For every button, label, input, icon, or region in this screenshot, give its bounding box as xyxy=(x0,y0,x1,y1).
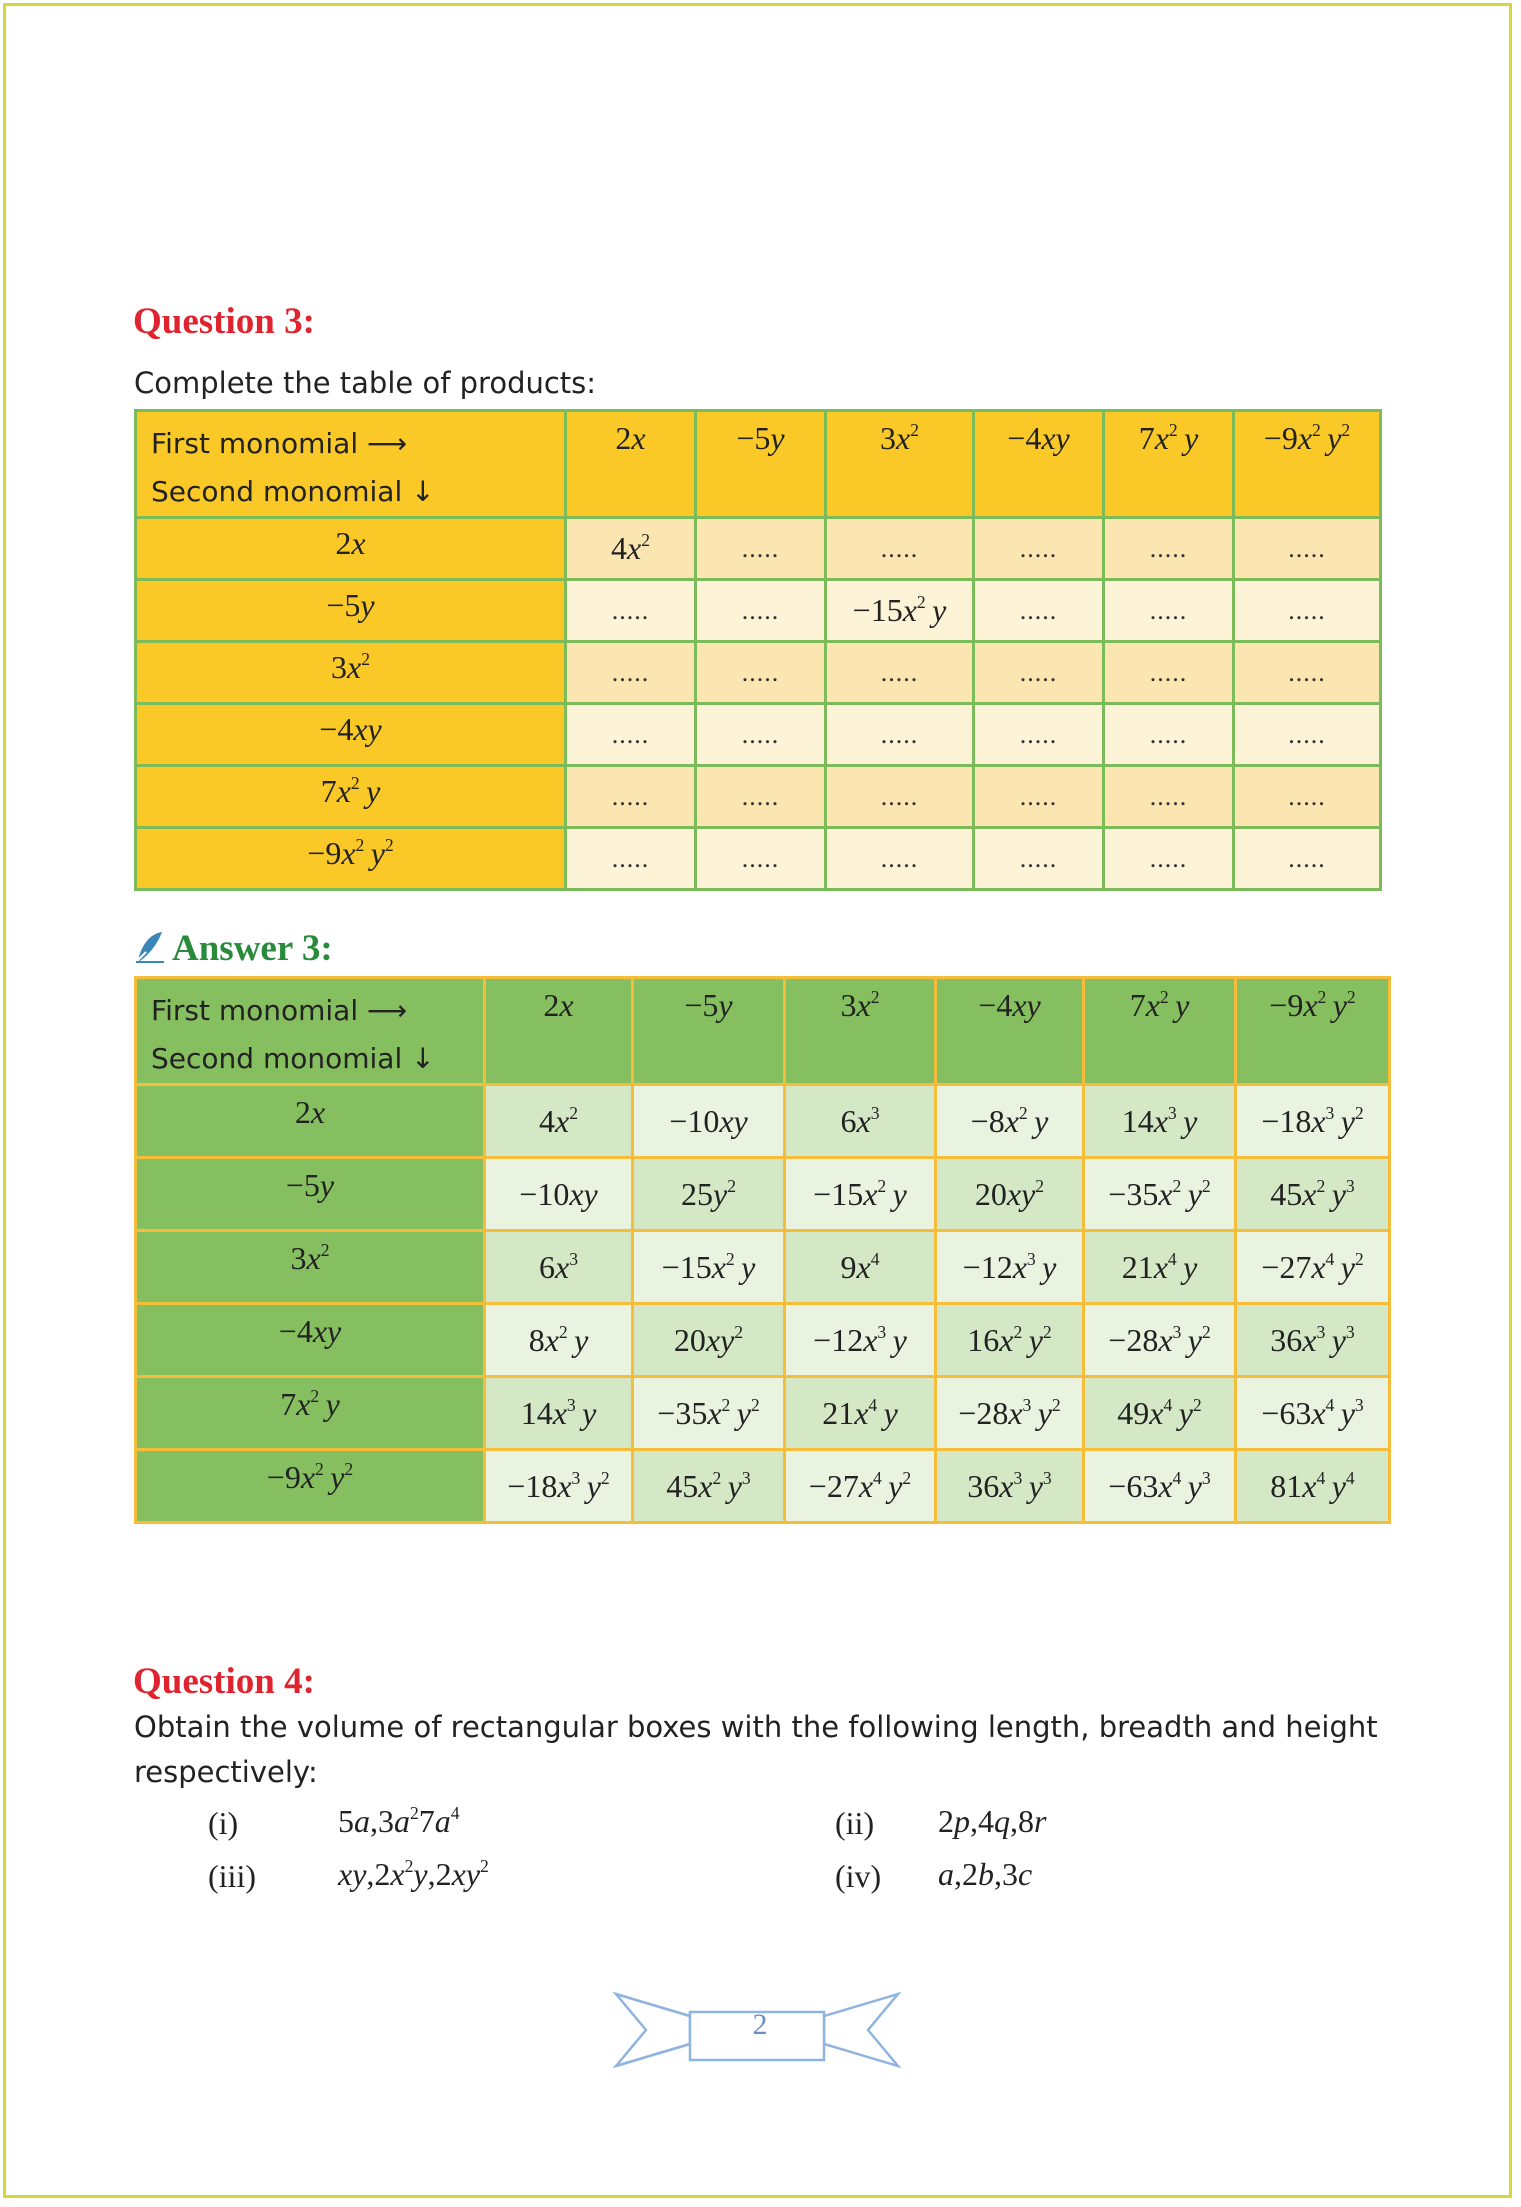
table-cell xyxy=(936,1450,1084,1523)
table-cell xyxy=(566,828,696,890)
item-label: (ii) xyxy=(835,1805,875,1841)
monomial: $3x^2$ xyxy=(290,1239,330,1276)
table-cell xyxy=(696,580,826,642)
right-arrow-icon: ⟶ xyxy=(367,994,408,1027)
column-header xyxy=(936,978,1084,1085)
table-cell xyxy=(974,704,1104,766)
monomial: $45x^2$ $y^3$ xyxy=(1270,1175,1355,1212)
question-4-item xyxy=(835,1858,881,1895)
monomial: $-28x^3$ $y^2$ xyxy=(1108,1321,1211,1358)
monomial: $-15x^2$ y xyxy=(813,1175,907,1212)
row-header xyxy=(136,1450,485,1523)
monomial: $3x^2$ xyxy=(840,986,880,1023)
monomial: −5y xyxy=(684,987,733,1023)
monomial: 2x xyxy=(335,525,366,561)
monomial: $-12x^3$ y xyxy=(813,1321,907,1358)
row-header xyxy=(136,766,566,828)
row-header xyxy=(136,1231,485,1304)
blank-placeholder: ..... xyxy=(611,719,650,749)
table-cell xyxy=(696,642,826,704)
table-cell xyxy=(974,828,1104,890)
monomial: $45x^2$ $y^3$ xyxy=(666,1467,751,1504)
first-monomial-label: First monomial xyxy=(151,427,359,460)
monomial: −4xy xyxy=(978,987,1041,1023)
row-header xyxy=(136,704,566,766)
table-cell xyxy=(1104,828,1234,890)
table-row xyxy=(136,518,1381,580)
column-header xyxy=(826,411,974,518)
monomial: $-15x^2$ y xyxy=(852,591,947,628)
table-cell xyxy=(1234,642,1381,704)
monomial: −4xy xyxy=(319,711,382,747)
table-cell xyxy=(566,766,696,828)
question-4-text-line-1: Obtain the volume of rectangular boxes with the following length, breadth and height xyxy=(134,1710,1378,1744)
monomial: $4x^2$ xyxy=(539,1102,578,1139)
table-cell xyxy=(1104,766,1234,828)
table-cell xyxy=(485,1304,633,1377)
monomial: $-8x^2$ y xyxy=(970,1102,1049,1139)
table-cell xyxy=(566,580,696,642)
down-arrow-icon: ↓ xyxy=(411,1042,435,1075)
table-cell xyxy=(1084,1377,1236,1450)
table-cell xyxy=(826,828,974,890)
row-header xyxy=(136,828,566,890)
row-header xyxy=(136,1158,485,1231)
monomial: $3x^2$ xyxy=(880,419,919,456)
table-cell xyxy=(485,1377,633,1450)
monomial: $25y^2$ xyxy=(681,1175,736,1212)
monomial: $-28x^3$ $y^2$ xyxy=(958,1394,1061,1431)
table-cell xyxy=(936,1304,1084,1377)
table-cell xyxy=(696,766,826,828)
monomial: $21x^4$ y xyxy=(822,1394,898,1431)
blank-placeholder: ..... xyxy=(1149,843,1188,873)
pen-nib-icon xyxy=(134,930,166,964)
question-3-title: Question 3: xyxy=(133,301,315,342)
table-cell xyxy=(1084,1450,1236,1523)
monomial: $-12x^3$ y xyxy=(962,1248,1057,1285)
blank-placeholder: ..... xyxy=(1019,843,1058,873)
down-arrow-icon: ↓ xyxy=(411,475,435,508)
monomial: $-27x^4$ $y^2$ xyxy=(808,1467,912,1504)
answer-3-products-table xyxy=(134,976,1391,1524)
monomial: 2x xyxy=(615,420,646,456)
table-row xyxy=(136,580,1381,642)
table-cell xyxy=(826,766,974,828)
table-cell xyxy=(826,642,974,704)
blank-placeholder: ..... xyxy=(741,719,780,749)
row-header xyxy=(136,642,566,704)
table-cell xyxy=(1084,1304,1236,1377)
column-header xyxy=(1236,978,1390,1085)
blank-placeholder: ..... xyxy=(1019,657,1058,687)
table-cell xyxy=(936,1158,1084,1231)
table-cell xyxy=(785,1377,936,1450)
table-cell xyxy=(1234,704,1381,766)
monomial: −5y xyxy=(285,1167,335,1203)
item-expression: $5a,3a^27a^4$ xyxy=(338,1802,460,1839)
blank-placeholder: ..... xyxy=(741,595,780,625)
monomial: $14x^3$ y xyxy=(1121,1102,1198,1139)
monomial: $-27x^4$ $y^2$ xyxy=(1261,1248,1364,1285)
blank-placeholder: ..... xyxy=(741,781,780,811)
table-row xyxy=(136,828,1381,890)
table-cell xyxy=(785,1158,936,1231)
column-header xyxy=(566,411,696,518)
table-cell xyxy=(633,1377,785,1450)
table-cell xyxy=(633,1158,785,1231)
table-row xyxy=(136,1377,1390,1450)
item-label: (iv) xyxy=(835,1858,882,1894)
table-header-row xyxy=(136,411,1381,518)
table-cell xyxy=(1104,704,1234,766)
table-cell xyxy=(1236,1085,1390,1158)
monomial: $20xy^2$ xyxy=(673,1321,744,1358)
table-cell xyxy=(1104,642,1234,704)
table-cell xyxy=(826,704,974,766)
table-cell xyxy=(974,766,1104,828)
table-row xyxy=(136,1085,1390,1158)
blank-placeholder: ..... xyxy=(1288,719,1326,749)
blank-placeholder: ..... xyxy=(1288,843,1326,873)
monomial: 2x xyxy=(294,1094,326,1130)
answer-3-title: Answer 3: xyxy=(172,928,333,969)
monomial: $6x^3$ xyxy=(539,1248,578,1285)
column-header xyxy=(1084,978,1236,1085)
table-row xyxy=(136,1304,1390,1377)
row-header xyxy=(136,1377,485,1450)
monomial: $16x^2$ $y^2$ xyxy=(967,1321,1052,1358)
item-expression: 2p,4q,8r xyxy=(938,1803,1047,1839)
blank-placeholder: ..... xyxy=(1288,657,1326,687)
column-header xyxy=(785,978,936,1085)
monomial: −5y xyxy=(736,420,785,456)
blank-placeholder: ..... xyxy=(1149,533,1188,563)
blank-placeholder: ..... xyxy=(880,843,919,873)
blank-placeholder: ..... xyxy=(741,843,780,873)
table-cell xyxy=(1084,1085,1236,1158)
table-cell xyxy=(785,1450,936,1523)
table-cell xyxy=(1236,1231,1390,1304)
blank-placeholder: ..... xyxy=(611,657,650,687)
table-cell xyxy=(1234,766,1381,828)
monomial: $7x^2$ y xyxy=(280,1385,340,1422)
monomial: 2x xyxy=(543,987,574,1023)
table-cell xyxy=(974,518,1104,580)
monomial: $21x^4$ y xyxy=(1121,1248,1198,1285)
monomial: $3x^2$ xyxy=(331,648,370,685)
blank-placeholder: ..... xyxy=(1288,595,1326,625)
blank-placeholder: ..... xyxy=(611,843,650,873)
table-cell xyxy=(633,1304,785,1377)
table-cell xyxy=(633,1231,785,1304)
question-4-text-line-2: respectively: xyxy=(134,1755,318,1789)
table-cell xyxy=(974,642,1104,704)
question-4-item xyxy=(835,1805,874,1842)
table-cell xyxy=(485,1158,633,1231)
right-arrow-icon: ⟶ xyxy=(367,427,408,460)
row-header xyxy=(136,1304,485,1377)
question-4-title: Question 4: xyxy=(133,1661,315,1702)
monomial: $8x^2$ y xyxy=(528,1321,589,1358)
table-cell xyxy=(974,580,1104,642)
monomial: $49x^4$ $y^2$ xyxy=(1117,1394,1202,1431)
column-header xyxy=(974,411,1104,518)
table-cell xyxy=(1104,580,1234,642)
table-row xyxy=(136,1450,1390,1523)
table-cell xyxy=(696,828,826,890)
blank-placeholder: ..... xyxy=(1019,781,1058,811)
table-header-row xyxy=(136,978,1390,1085)
table-cell xyxy=(785,1085,936,1158)
table-cell xyxy=(485,1450,633,1523)
blank-placeholder: ..... xyxy=(741,657,780,687)
item-expression: a,2b,3c xyxy=(938,1856,1033,1892)
blank-placeholder: ..... xyxy=(1149,719,1188,749)
blank-placeholder: ..... xyxy=(1149,657,1188,687)
table-cell xyxy=(485,1231,633,1304)
blank-placeholder: ..... xyxy=(611,595,650,625)
column-header xyxy=(696,411,826,518)
item-label: (iii) xyxy=(208,1858,256,1894)
table-cell xyxy=(1236,1158,1390,1231)
monomial: $36x^3$ $y^3$ xyxy=(1270,1321,1355,1358)
monomial: $7x^2$ y xyxy=(1138,419,1199,456)
table-cell xyxy=(936,1231,1084,1304)
monomial: $-35x^2$ $y^2$ xyxy=(657,1394,760,1431)
monomial: $-9x^2$ $y^2$ xyxy=(1269,986,1356,1023)
monomial: $14x^3$ y xyxy=(520,1394,597,1431)
table-cell xyxy=(826,580,974,642)
row-header xyxy=(136,1085,485,1158)
table-cell xyxy=(1084,1231,1236,1304)
monomial: −10xy xyxy=(669,1102,748,1139)
table-cell xyxy=(1104,518,1234,580)
second-monomial-label: Second monomial xyxy=(151,1042,403,1075)
table-cell xyxy=(696,704,826,766)
blank-placeholder: ..... xyxy=(880,533,919,563)
blank-placeholder: ..... xyxy=(611,781,650,811)
monomial: $6x^3$ xyxy=(840,1102,880,1139)
monomial: $-9x^2$ $y^2$ xyxy=(307,834,394,871)
monomial: $81x^4$ $y^4$ xyxy=(1270,1467,1355,1504)
table-cell xyxy=(785,1231,936,1304)
monomial: −10xy xyxy=(519,1175,598,1212)
table-cell xyxy=(1236,1377,1390,1450)
table-row xyxy=(136,642,1381,704)
blank-placeholder: ..... xyxy=(880,719,919,749)
blank-placeholder: ..... xyxy=(1288,533,1326,563)
table-cell xyxy=(1234,518,1381,580)
monomial: $7x^2$ y xyxy=(320,772,381,809)
first-monomial-label: First monomial xyxy=(151,994,359,1027)
item-label: (i) xyxy=(208,1805,239,1841)
table-row xyxy=(136,766,1381,828)
blank-placeholder: ..... xyxy=(1019,533,1058,563)
monomial: $-18x^3$ $y^2$ xyxy=(507,1467,610,1504)
blank-placeholder: ..... xyxy=(1019,595,1058,625)
blank-placeholder: ..... xyxy=(741,533,780,563)
question-4-item xyxy=(208,1805,238,1842)
column-header xyxy=(1234,411,1381,518)
table-cell xyxy=(936,1085,1084,1158)
table-cell xyxy=(826,518,974,580)
item-expression: $xy,2x^2y,2xy^2$ xyxy=(338,1855,489,1892)
monomial: $-15x^2$ y xyxy=(661,1248,756,1285)
blank-placeholder: ..... xyxy=(880,781,919,811)
blank-placeholder: ..... xyxy=(1149,595,1188,625)
question-3-instruction: Complete the table of products: xyxy=(134,366,597,400)
monomial: $-9x^2$ $y^2$ xyxy=(266,1458,354,1495)
monomial: $-18x^3$ $y^2$ xyxy=(1261,1102,1364,1139)
monomial: −4xy xyxy=(1007,420,1070,456)
table-corner-cell xyxy=(136,978,485,1085)
monomial: $20xy^2$ xyxy=(974,1175,1045,1212)
table-cell xyxy=(633,1450,785,1523)
table-corner-cell xyxy=(136,411,566,518)
blank-placeholder: ..... xyxy=(880,657,919,687)
row-header xyxy=(136,518,566,580)
monomial: −5y xyxy=(326,587,375,623)
page-number: 2 xyxy=(752,2008,768,2041)
table-row xyxy=(136,704,1381,766)
table-cell xyxy=(1084,1158,1236,1231)
blank-placeholder: ..... xyxy=(1288,781,1326,811)
table-cell xyxy=(485,1085,633,1158)
column-header xyxy=(1104,411,1234,518)
monomial: $36x^3$ $y^3$ xyxy=(967,1467,1052,1504)
question-3-products-table xyxy=(134,409,1382,891)
blank-placeholder: ..... xyxy=(1149,781,1188,811)
monomial: $-63x^4$ $y^3$ xyxy=(1261,1394,1364,1431)
table-cell xyxy=(1234,580,1381,642)
table-cell xyxy=(633,1085,785,1158)
monomial: $4x^2$ xyxy=(611,529,650,566)
table-cell xyxy=(936,1377,1084,1450)
second-monomial-label: Second monomial xyxy=(151,475,403,508)
blank-placeholder: ..... xyxy=(1019,719,1058,749)
table-row xyxy=(136,1231,1390,1304)
table-cell xyxy=(566,642,696,704)
monomial: −4xy xyxy=(278,1313,342,1349)
table-cell xyxy=(1236,1450,1390,1523)
table-cell xyxy=(1236,1304,1390,1377)
table-cell xyxy=(785,1304,936,1377)
monomial: $-9x^2$ $y^2$ xyxy=(1263,419,1351,456)
table-row xyxy=(136,1158,1390,1231)
row-header xyxy=(136,580,566,642)
column-header xyxy=(485,978,633,1085)
monomial: $-63x^4$ $y^3$ xyxy=(1108,1467,1211,1504)
table-cell xyxy=(1234,828,1381,890)
monomial: $9x^4$ xyxy=(840,1248,880,1285)
table-cell xyxy=(696,518,826,580)
monomial: $7x^2$ y xyxy=(1129,986,1190,1023)
column-header xyxy=(633,978,785,1085)
monomial: $-35x^2$ $y^2$ xyxy=(1108,1175,1211,1212)
table-cell xyxy=(566,704,696,766)
question-4-item xyxy=(208,1858,256,1895)
table-cell xyxy=(566,518,696,580)
